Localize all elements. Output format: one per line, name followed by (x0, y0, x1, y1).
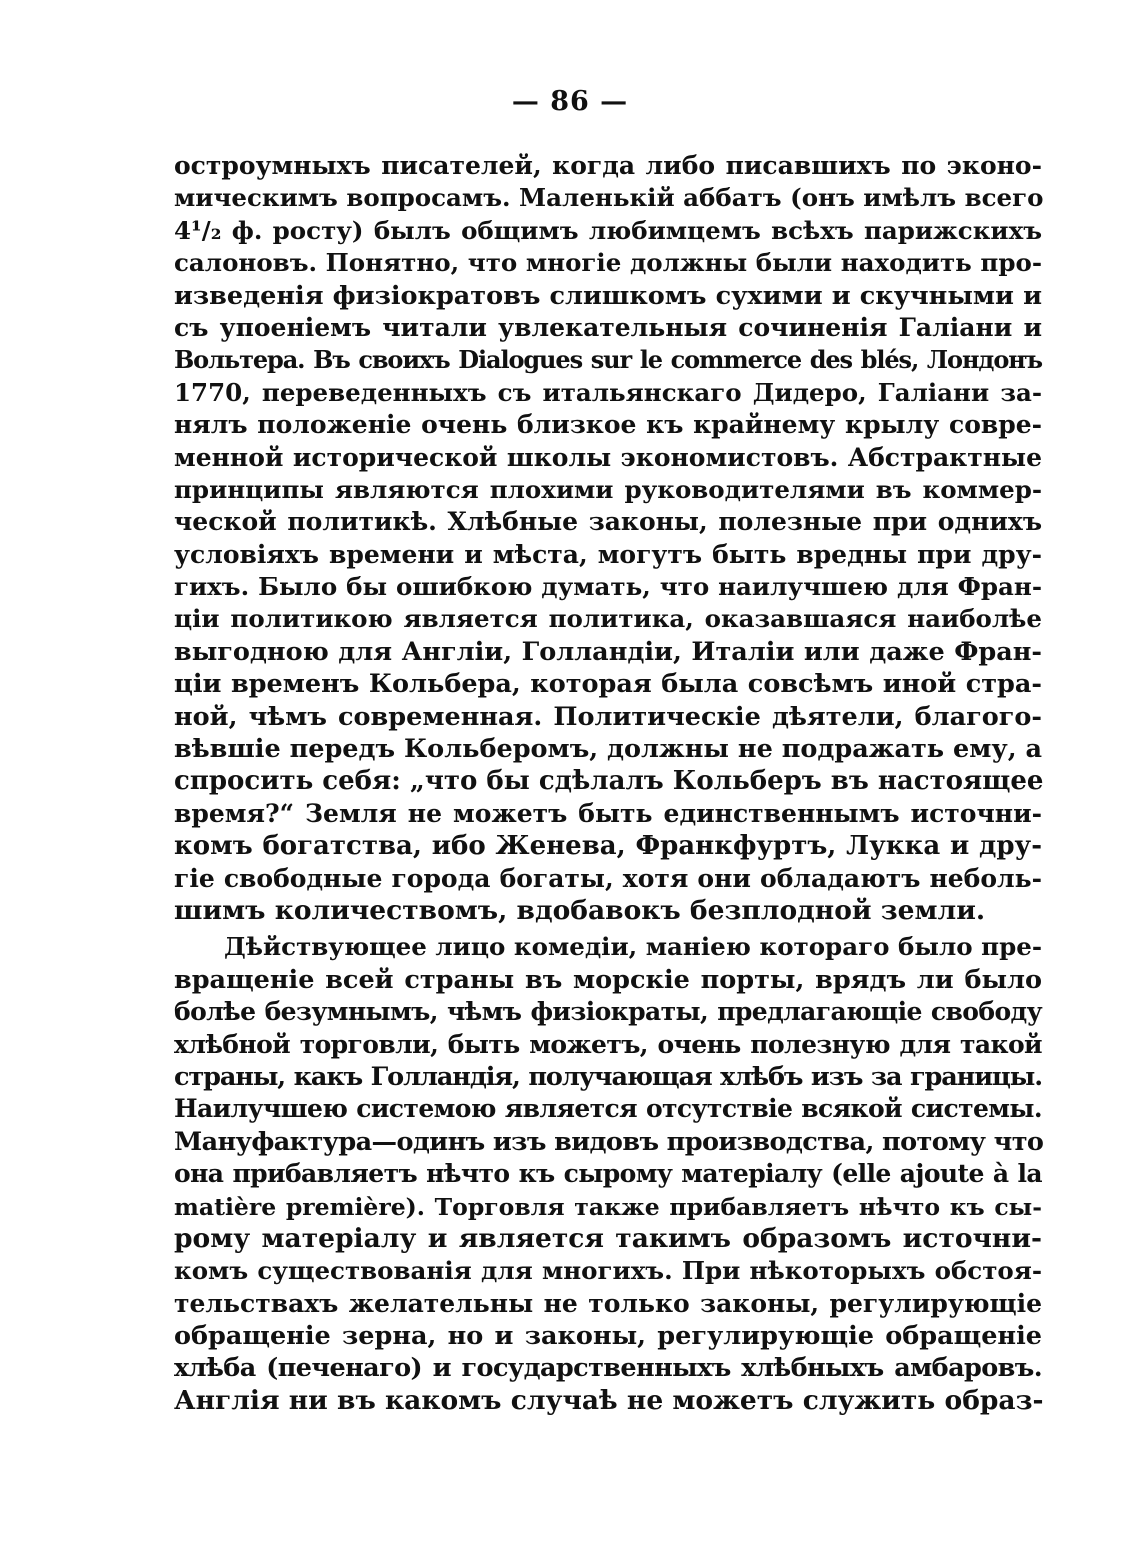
text-line: гихъ. Было бы ошибкою думать, что наилучшею для Фран- (174, 572, 1042, 602)
text-line: тельствахъ желательны не только законы, регулирующіе (174, 1288, 1042, 1318)
text-line: комъ существованія для многихъ. При нѣкоторыхъ обстоя- (174, 1256, 1042, 1286)
text-line: хлѣбной торговли, быть можетъ, очень полезную для такой (174, 1029, 1042, 1059)
text-line: Наилучшею системою является отсутствіе всякой системы. (174, 1094, 1042, 1124)
text-line: matière première). Торговля также прибавляетъ нѣчто къ сы- (174, 1192, 1042, 1221)
text-line: гіе свободные города богаты, хотя они обладаютъ неболь- (174, 863, 1042, 893)
text-line: съ упоеніемъ читали увлекательныя сочиненія Галіани и (174, 312, 1042, 342)
text-line: условіяхъ времени и мѣста, могутъ быть вредны при дру- (174, 539, 1042, 569)
text-line: вѣвшіе передъ Кольберомъ, должны не подражать ему, а (174, 734, 1042, 765)
text-line: комъ богатства, ибо Женева, Франкфуртъ, Лукка и дру- (174, 831, 1042, 862)
text-line: страны, какъ Голландія, получающая хлѣбъ изъ за границы. (174, 1061, 1042, 1092)
paragraph-1 (174, 150, 1042, 927)
text-line: салоновъ. Понятно, что многіе должны были находить про- (174, 248, 1042, 278)
text-line: болѣе безумнымъ, чѣмъ физіократы, предлагающіе свободу (174, 997, 1042, 1027)
text-line: время?“ Земля не можетъ быть единственнымъ источни- (174, 798, 1042, 828)
text-line: спросить себя: „что бы сдѣлалъ Кольберъ въ настоящее (174, 766, 1044, 797)
text-line: ціи политикою является политика, оказавшаяся наиболѣе (174, 604, 1042, 634)
text-line: Мануфактура—одинъ изъ видовъ производства, потому что (174, 1126, 1044, 1157)
text-line: рому матеріалу и является такимъ образомъ источни- (174, 1222, 1042, 1254)
text-line: Вольтера. Въ своихъ Dialogues sur le commerce des blés, Лондонъ (174, 345, 1042, 375)
text-line: Англія ни въ какомъ случаѣ не можетъ служить образ- (174, 1384, 1044, 1416)
text-line: выгодною для Англіи, Голландіи, Италіи или даже Фран- (174, 636, 1042, 667)
text-line: нялъ положеніе очень близкое къ крайнему крылу совре- (174, 410, 1042, 440)
text-line: принципы являются плохими руководителями въ коммер- (174, 474, 1042, 504)
text-line: 1770, переведенныхъ съ итальянскаго Дидеро, Галіани за- (174, 377, 1042, 407)
body-text (174, 150, 1042, 1417)
text-line: менной исторической школы экономистовъ. Абстрактные (174, 442, 1042, 472)
text-line: она прибавляетъ нѣчто къ сырому матеріалу (elle ajoute à la (174, 1159, 1042, 1189)
text-line: хлѣба (печенаго) и государственныхъ хлѣбныхъ амбаровъ. (174, 1353, 1042, 1384)
text-line: вращеніе всей страны въ морскіе порты, врядъ ли было (174, 964, 1042, 995)
paragraph-2 (174, 931, 1042, 1417)
text-line: Дѣйствующее лицо комедіи, маніею котораго было пре- (224, 932, 1042, 962)
text-line: ной, чѣмъ современная. Политическіе дѣятели, благого- (174, 701, 1042, 732)
text-line: 4¹/₂ ф. росту) былъ общимъ любимцемъ всѣхъ парижскихъ (174, 215, 1042, 245)
text-line: остроумныхъ писателей, когда либо писавшихъ по эконо- (174, 151, 1042, 180)
text-line: ціи временъ Кольбера, которая была совсѣмъ иной стра- (174, 669, 1042, 700)
page-number: — 86 — (511, 86, 629, 117)
text-line: шимъ количествомъ, вдобавокъ безплодной земли. (174, 894, 986, 926)
text-line: изведенія физіократовъ слишкомъ сухими и скучными и (174, 280, 1042, 311)
text-line: мическимъ вопросамъ. Маленькій аббатъ (онъ имѣлъ всего (174, 183, 1044, 213)
text-line: обращеніе зерна, но и законы, регулирующіе обращеніе (174, 1321, 1042, 1352)
text-line: ческой политикѣ. Хлѣбные законы, полезные при однихъ (174, 507, 1042, 537)
